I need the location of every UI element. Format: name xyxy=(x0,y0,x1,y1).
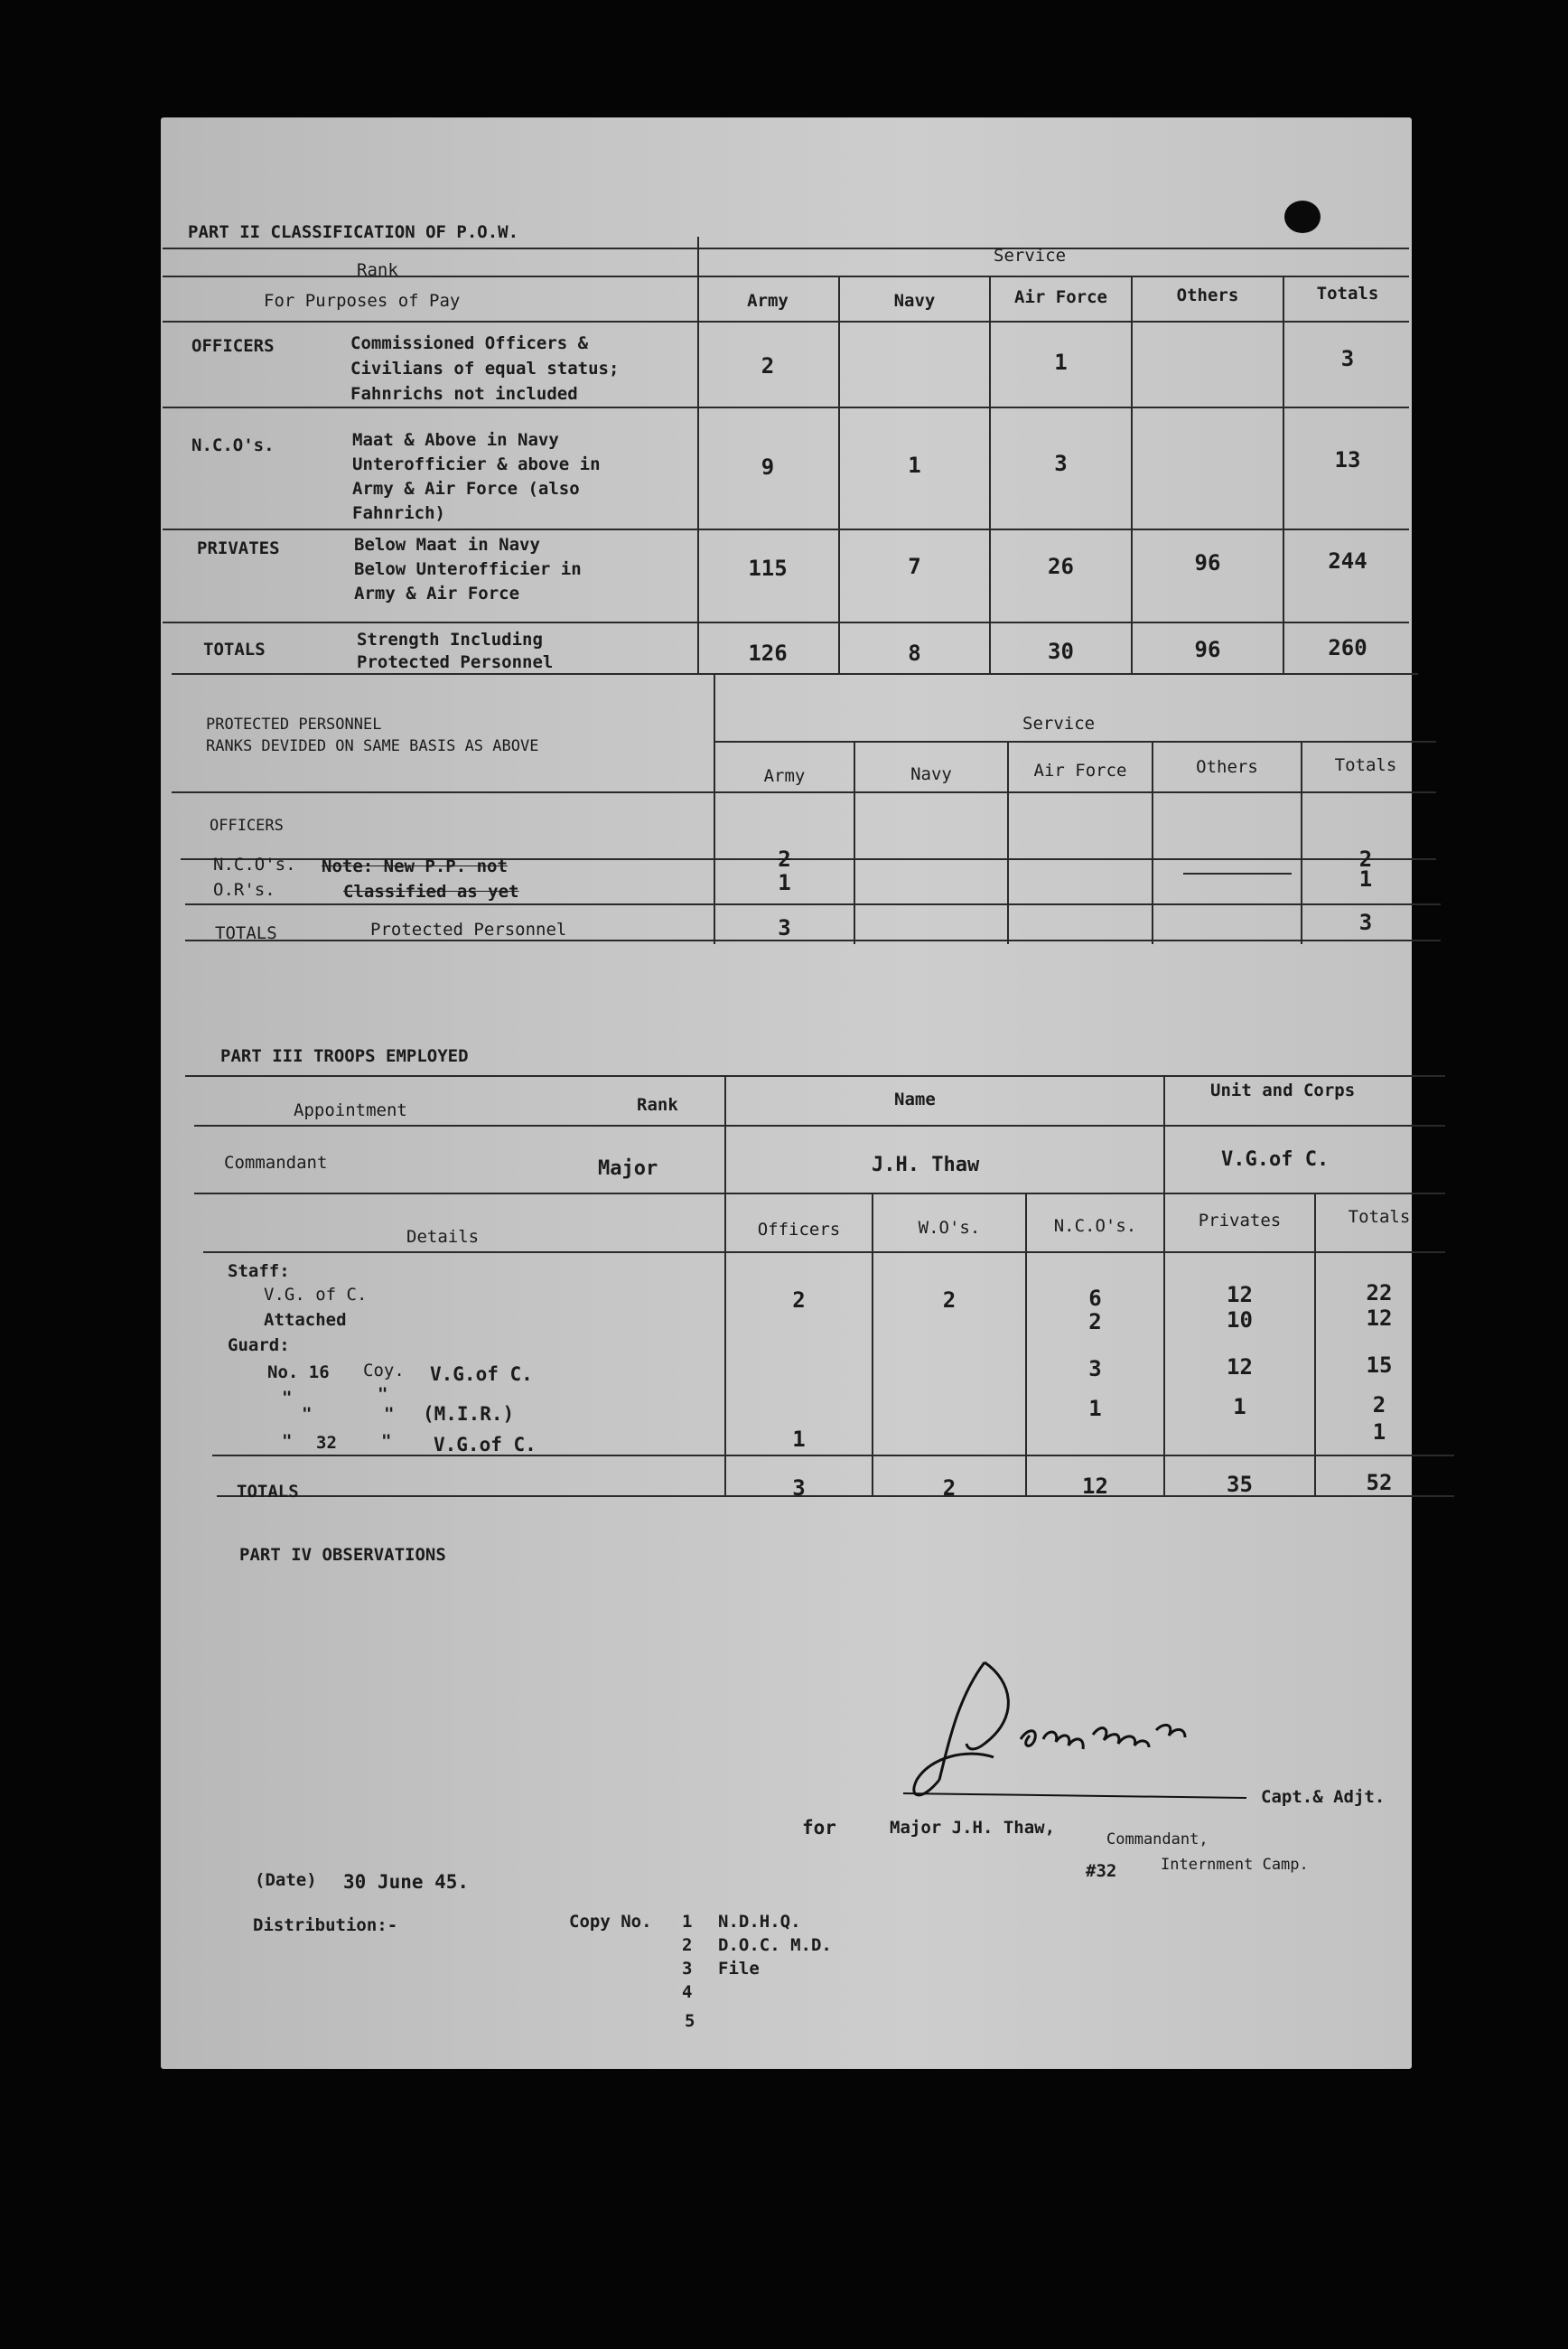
divider xyxy=(1131,276,1133,673)
protected-officers-label: OFFICERS xyxy=(210,817,284,835)
name-header: Name xyxy=(894,1090,936,1109)
cell-value: 15 xyxy=(1366,1352,1393,1378)
commandant-name: J.H. Thaw xyxy=(872,1154,980,1176)
rank-header: Rank xyxy=(357,260,398,280)
col-army: Army xyxy=(747,291,789,311)
cell-value: 2 xyxy=(1088,1309,1102,1334)
for-label: for xyxy=(802,1817,836,1839)
service-header: Service xyxy=(994,246,1067,266)
divider xyxy=(185,1075,1445,1077)
ditto-mark: " xyxy=(378,1384,388,1404)
copy-number: 1 xyxy=(682,1912,693,1932)
guard-no-16: No. 16 xyxy=(267,1362,330,1382)
divider xyxy=(194,1193,1445,1194)
cell-value: 9 xyxy=(761,454,775,480)
divider xyxy=(163,529,1409,530)
cell-value: 2 xyxy=(778,847,791,872)
cell-value: 7 xyxy=(908,554,921,579)
protected-col-navy: Navy xyxy=(910,764,952,784)
rank-header: Rank xyxy=(637,1095,678,1115)
commandant-label: Commandant xyxy=(224,1153,328,1173)
cell-value: 13 xyxy=(1334,447,1361,473)
cell-value: 8 xyxy=(908,641,921,666)
guard-16-unit: V.G.of C. xyxy=(430,1363,533,1385)
part2-heading: PART II CLASSIFICATION OF P.O.W. xyxy=(188,222,519,242)
cell-value: 12 xyxy=(1366,1306,1393,1331)
divider xyxy=(203,1251,1445,1253)
protected-col-air-force: Air Force xyxy=(1033,761,1127,781)
ditto-mark: " xyxy=(381,1431,392,1451)
cell-value: 2 xyxy=(1358,847,1373,872)
copy-recipient: D.O.C. M.D. xyxy=(718,1935,832,1955)
col-totals: Totals xyxy=(1316,284,1379,304)
divider xyxy=(194,1125,1445,1127)
protected-service-header: Service xyxy=(1022,714,1096,734)
date-label: (Date) xyxy=(255,1870,317,1890)
distribution-label: Distribution:- xyxy=(253,1915,398,1935)
protected-nco-label: N.C.O's. xyxy=(213,855,296,875)
vgc-label: V.G. of C. xyxy=(264,1285,368,1305)
cell-value: 1 xyxy=(792,1427,806,1452)
ditto-mark: " xyxy=(302,1404,313,1424)
date-value: 30 June 45. xyxy=(343,1871,470,1893)
row-officers-category: OFFICERS xyxy=(191,336,275,356)
divider xyxy=(163,622,1409,623)
protected-totals-label: TOTALS xyxy=(215,923,277,943)
ditto-mark: " xyxy=(384,1404,395,1424)
cell-value: 52 xyxy=(1366,1470,1393,1495)
row-nco-description: Maat & Above in Navy Unterofficier & above in Army & Air Force (also Fahnrich) xyxy=(352,430,601,523)
row-privates-description: Below Maat in Navy Below Unterofficier in Army & Air Force xyxy=(354,535,582,604)
divider xyxy=(1025,1193,1027,1495)
cell-value: 35 xyxy=(1227,1472,1253,1497)
cell-value: 3 xyxy=(1054,451,1068,476)
row-officers-description: Commissioned Officers & Civilians of equal status; Fahnrichs not included xyxy=(350,333,620,404)
row-totals-description: Strength Including Protected Personnel xyxy=(357,630,554,672)
protected-note-line1: Note: New P.P. not xyxy=(322,856,508,876)
protected-col-army: Army xyxy=(763,766,806,786)
protected-note-line2: Classified as yet xyxy=(343,882,519,902)
cell-value: 126 xyxy=(748,641,788,666)
ink-blot xyxy=(1284,201,1321,233)
protected-col-others: Others xyxy=(1196,757,1258,777)
cell-value: 2 xyxy=(761,353,775,379)
cell-value: 10 xyxy=(1227,1307,1253,1333)
guard-32-unit: V.G.of C. xyxy=(434,1434,537,1455)
copy-number: 3 xyxy=(682,1959,693,1979)
divider xyxy=(1283,276,1284,673)
ditto-mark: " xyxy=(282,1431,293,1451)
col-others: Others xyxy=(1176,285,1239,305)
guard-label: Guard: xyxy=(228,1335,290,1355)
col-navy: Navy xyxy=(893,291,936,311)
cell-value: 1 xyxy=(908,453,921,478)
commandant-rank: Major xyxy=(598,1157,658,1180)
copy-no-label: Copy No. xyxy=(569,1912,652,1932)
divider xyxy=(697,237,699,673)
copy-number: 2 xyxy=(682,1935,693,1955)
cell-value: 2 xyxy=(1372,1392,1386,1418)
cell-value: 26 xyxy=(1048,554,1074,579)
guard-mir-unit: (M.I.R.) xyxy=(423,1403,515,1425)
cell-value: 12 xyxy=(1227,1282,1253,1307)
row-privates-category: PRIVATES xyxy=(197,538,280,558)
copy-recipient: N.D.H.Q. xyxy=(718,1912,801,1932)
attached-label: Attached xyxy=(264,1310,347,1330)
col-totals: Totals xyxy=(1348,1207,1411,1227)
cell-value: 1 xyxy=(778,870,791,895)
cell-value: 260 xyxy=(1328,635,1367,660)
coy-label: Coy. xyxy=(363,1361,405,1380)
cell-value: 244 xyxy=(1328,548,1367,574)
divider xyxy=(163,321,1409,323)
part3-totals-label: TOTALS xyxy=(237,1482,299,1502)
commandant-unit: V.G.of C. xyxy=(1221,1148,1330,1171)
copy-number: 4 xyxy=(682,1982,693,2002)
cell-value: 1 xyxy=(1233,1394,1246,1419)
cell-value: 1 xyxy=(1372,1419,1386,1445)
copy-recipient: File xyxy=(718,1959,760,1979)
handwritten-signature xyxy=(885,1644,1265,1816)
divider xyxy=(163,248,1409,249)
col-air-force: Air Force xyxy=(1014,287,1107,307)
cell-value: 3 xyxy=(1358,910,1373,935)
part4-heading: PART IV OBSERVATIONS xyxy=(239,1545,446,1565)
guard-no-32: 32 xyxy=(316,1433,337,1453)
protected-subheading: RANKS DEVIDED ON SAME BASIS AS ABOVE xyxy=(206,737,539,755)
appointment-header: Appointment xyxy=(294,1100,407,1120)
cell-value: 1 xyxy=(1358,866,1373,892)
ditto-mark: " xyxy=(282,1388,293,1408)
cell-value: 2 xyxy=(942,1475,957,1501)
cell-value: 3 xyxy=(778,915,791,941)
row-totals-category: TOTALS xyxy=(203,640,266,660)
cell-value: 6 xyxy=(1088,1286,1102,1311)
divider xyxy=(714,673,715,944)
divider xyxy=(1314,1193,1316,1495)
cell-value: 115 xyxy=(748,556,788,581)
protected-col-totals: Totals xyxy=(1334,755,1397,775)
cell-value: 12 xyxy=(1082,1474,1108,1499)
rank-subheader: For Purposes of Pay xyxy=(264,291,461,311)
col-ncos: N.C.O's. xyxy=(1053,1216,1137,1236)
signatory-name: Major J.H. Thaw, xyxy=(890,1818,1056,1838)
dash-line xyxy=(1183,873,1292,875)
staff-label: Staff: xyxy=(228,1261,290,1281)
copy-number: 5 xyxy=(685,2011,695,2031)
signatory-title: Capt.& Adjt. xyxy=(1261,1787,1386,1807)
col-wos: W.O's. xyxy=(918,1218,981,1238)
cell-value: 1 xyxy=(1054,350,1068,375)
cell-value: 96 xyxy=(1194,637,1221,662)
camp-label: Internment Camp. xyxy=(1161,1856,1309,1874)
commandant-title: Commandant, xyxy=(1106,1830,1209,1848)
cell-value: 30 xyxy=(1048,639,1074,664)
protected-totals-description: Protected Personnel xyxy=(370,920,567,940)
divider xyxy=(212,1455,1454,1456)
col-officers: Officers xyxy=(757,1220,841,1240)
unit-header: Unit and Corps xyxy=(1210,1081,1356,1100)
divider xyxy=(163,407,1409,408)
protected-or-label: O.R's. xyxy=(213,880,275,900)
cell-value: 3 xyxy=(792,1475,806,1501)
divider xyxy=(163,276,1409,277)
cell-value: 2 xyxy=(792,1287,806,1313)
cell-value: 3 xyxy=(1088,1356,1102,1381)
cell-value: 3 xyxy=(1340,346,1355,371)
row-nco-category: N.C.O's. xyxy=(191,435,275,455)
details-header: Details xyxy=(406,1227,480,1247)
camp-number: #32 xyxy=(1086,1861,1117,1881)
part3-heading: PART III TROOPS EMPLOYED xyxy=(220,1046,469,1066)
cell-value: 12 xyxy=(1227,1354,1253,1380)
cell-value: 1 xyxy=(1088,1396,1102,1421)
col-privates: Privates xyxy=(1198,1211,1282,1231)
cell-value: 22 xyxy=(1366,1280,1393,1306)
divider xyxy=(172,791,1436,793)
cell-value: 96 xyxy=(1194,550,1221,576)
cell-value: 2 xyxy=(942,1287,957,1313)
divider xyxy=(714,741,1436,743)
protected-heading: PROTECTED PERSONNEL xyxy=(206,716,382,734)
divider xyxy=(185,903,1441,905)
